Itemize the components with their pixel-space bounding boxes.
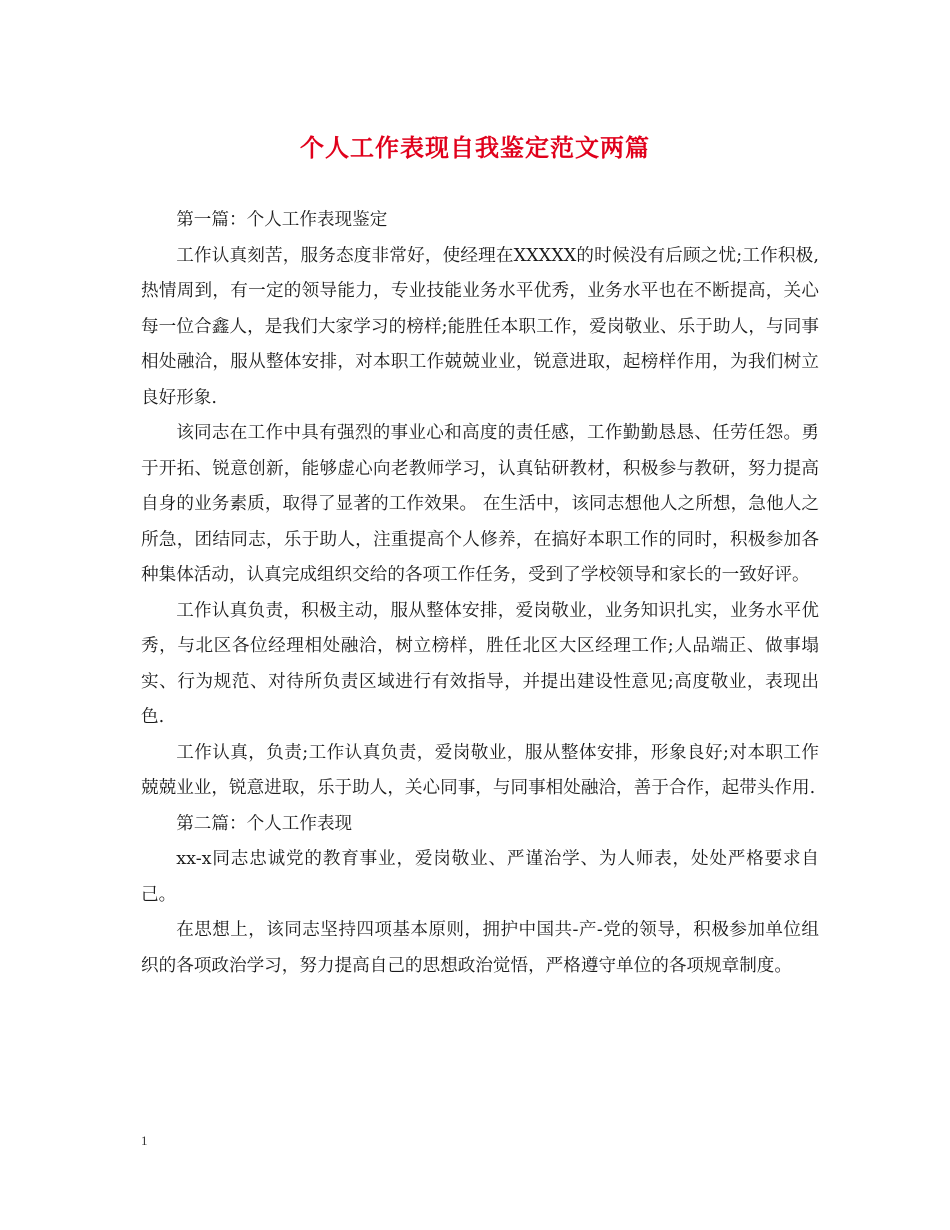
section-heading-second: 第二篇：个人工作表现 (176, 813, 353, 834)
section-heading-first: 第一篇：个人工作表现鉴定 (176, 210, 388, 230)
document-title: 个人工作表现自我鉴定范文两篇 (300, 133, 650, 162)
document-body (141, 203, 819, 984)
paragraph: 工作认真，负责;工作认真负责，爱岗敬业，服从整体安排，形象良好;对本职工作兢兢业业，锐意进取，乐于助人，关心同事，与同事相处融洽，善于合作，起带头作用. (141, 742, 819, 798)
paragraph: xx-x同志忠诚党的教育事业，爱岗敬业、严谨治学、为人师表，处处严格要求自己。 (141, 849, 819, 905)
paragraph: 工作认真刻苦，服务态度非常好，使经理在XXXXX的时候没有后顾之忧;工作积极,热情周到，有一定的领导能力，专业技能业务水平优秀，业务水平也在不断提高，关心每一位合鑫人，是我们大家学习的榜样;能胜任本职工作，爱岗敬业、乐于助人，与同事相处融洽，服从整体安排，对本职工作兢兢业业，锐意进取，起榜样作用，为我们树立良好形象. (141, 245, 819, 408)
page-number: 1 (141, 1133, 148, 1148)
paragraph: 该同志在工作中具有强烈的事业心和高度的责任感，工作勤勤恳恳、任劳任怨。勇于开拓、锐意创新，能够虚心向老教师学习，认真钻研教材，积极参与教研，努力提高自身的业务素质，取得了显著的工作效果。 在生活中，该同志想他人之所想，急他人之所急，团结同志，乐于助人，注重提高个人修养，在搞好本职工作的同时，积极参加各种集体活动，认真完成组织交给的各项工作任务，受到了学校领导和家长的一致好评。 (141, 423, 819, 585)
paragraph: 在思想上，该同志坚持四项基本原则，拥护中国共-产-党的领导，积极参加单位组织的各项政治学习，努力提高自己的思想政治觉悟，严格遵守单位的各项规章制度。 (141, 920, 819, 976)
paragraph: 工作认真负责，积极主动，服从整体安排，爱岗敬业，业务知识扎实，业务水平优秀，与北区各位经理相处融洽，树立榜样，胜任北区大区经理工作;人品端正、做事塌实、行为规范、对待所负责区域进行有效指导，并提出建设性意见;高度敬业，表现出色. (141, 600, 819, 727)
